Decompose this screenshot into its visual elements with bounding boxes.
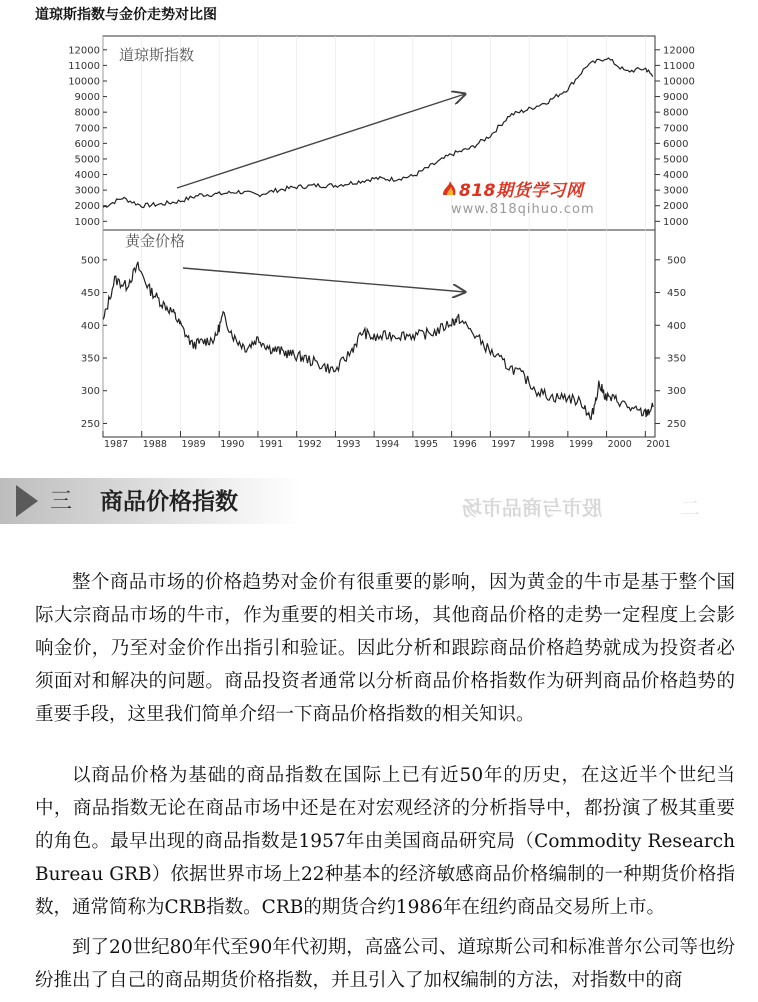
flame-logo-icon xyxy=(441,179,459,197)
watermark-url: www.818qihuo.com xyxy=(451,202,595,217)
comparison-chart xyxy=(68,30,695,450)
paragraph-3: 到了20世纪80年代至90年代初期，高盛公司、道琼斯公司和标准普尔公司等也纷纷推出了自己的商品期货价格指数，并且引入了加权编制的方法，对指数中的商 xyxy=(35,937,735,991)
x-tick-label: 1989 xyxy=(181,439,206,450)
x-tick-label: 1999 xyxy=(568,439,594,450)
x-tick-label: 1987 xyxy=(104,439,129,450)
x-tick-label: 1988 xyxy=(142,439,167,450)
dow-tick-label-left: 5000 xyxy=(74,154,100,166)
dow-tick-label-right: 8000 xyxy=(663,107,689,119)
section-triangle-icon xyxy=(16,485,38,517)
dow-tick-label-right: 3000 xyxy=(663,185,689,197)
gold-tick-label-left: 400 xyxy=(80,320,100,332)
dow-tick-label-left: 12000 xyxy=(68,45,100,57)
x-tick-label: 1993 xyxy=(336,439,361,450)
dow-tick-label-right: 10000 xyxy=(663,76,695,88)
gold-tick-label-right: 250 xyxy=(667,418,687,430)
dow-tick-label-left: 2000 xyxy=(74,201,100,213)
gold-tick-label-right: 400 xyxy=(667,320,687,332)
section-heading xyxy=(0,474,758,534)
bleed-through-number: 二 xyxy=(680,496,700,520)
dow-tick-label-right: 9000 xyxy=(663,92,689,104)
x-tick-label: 1998 xyxy=(530,439,555,450)
dow-tick-label-left: 3000 xyxy=(74,185,100,197)
dow-tick-label-right: 6000 xyxy=(663,138,689,150)
dow-tick-label-right: 5000 xyxy=(663,154,689,166)
dow-tick-label-left: 10000 xyxy=(68,76,100,88)
gold-tick-label-left: 500 xyxy=(80,255,100,267)
gold-tick-label-right: 350 xyxy=(667,353,687,365)
dow-tick-label-left: 11000 xyxy=(68,60,100,72)
gold-tick-label-right: 500 xyxy=(667,255,687,267)
x-tick-label: 1991 xyxy=(258,439,284,450)
dow-tick-label-right: 4000 xyxy=(663,170,689,182)
dow-tick-label-left: 7000 xyxy=(74,123,100,135)
paragraph-1: 整个商品市场的价格趋势对金价有很重要的影响，因为黄金的牛市是基于整个国际大宗商品市场的牛市，作为重要的相关市场，其他商品价格的走势一定程度上会影响金价，乃至对金价作出指引和验证。因此分析和跟踪商品价格趋势就成为投资者必须面对和解决的问题。商品投资者通常以分析商品价格指数作为研判商品价格趋势的重要手段，这里我们简单介绍一下商品价格指数的相关知识。 xyxy=(35,572,735,725)
dow-panel-label: 道琼斯指数 xyxy=(119,46,195,64)
chart-svg xyxy=(68,30,695,450)
dow-tick-label-left: 1000 xyxy=(74,216,100,228)
x-tick-label: 1994 xyxy=(375,439,400,450)
dow-tick-label-left: 8000 xyxy=(74,107,100,119)
x-tick-label: 1990 xyxy=(220,439,245,450)
watermark-logo: 818期货学习网 xyxy=(459,181,584,201)
dow-tick-label-right: 12000 xyxy=(663,45,695,57)
x-tick-label: 1997 xyxy=(491,439,516,450)
x-tick-label: 1996 xyxy=(452,439,477,450)
dow-tick-label-right: 1000 xyxy=(663,216,689,228)
gold-tick-label-right: 450 xyxy=(667,288,687,300)
dow-tick-label-right: 2000 xyxy=(663,201,689,213)
section-number: 三 xyxy=(50,489,73,514)
gold-tick-label-right: 300 xyxy=(667,386,687,398)
paragraph-2: 以商品价格为基础的商品指数在国际上已有近50年的历史，在这近半个世纪当中，商品指数无论在商品市场中还是在对宏观经济的分析指导中，都扮演了极其重要的角色。最早出现的商品指数是1957年由美国商品研究局（Commodity Research Bureau GRB）依据世界市场上22种基本的经济敏感商品价格编制的一种期货价格指数，通常简称为CRB指数。CRB的期货合约1986年在纽约商品交易所上市。 xyxy=(35,765,735,918)
x-tick-label: 1992 xyxy=(297,439,322,450)
gold-tick-label-left: 250 xyxy=(80,418,100,430)
dow-tick-label-right: 7000 xyxy=(663,123,689,135)
watermark xyxy=(445,176,635,224)
dow-tick-label-left: 9000 xyxy=(74,92,100,104)
dow-tick-label-left: 4000 xyxy=(74,170,100,182)
section-title: 商品价格指数 xyxy=(100,489,238,515)
x-tick-label: 1995 xyxy=(413,439,439,450)
gold-panel-frame xyxy=(103,230,655,437)
figure-title: 道琼斯指数与金价走势对比图 xyxy=(35,7,217,23)
dow-tick-label-left: 6000 xyxy=(74,138,100,150)
dow-tick-label-right: 11000 xyxy=(663,60,695,72)
gold-panel-label: 黄金价格 xyxy=(125,232,186,250)
bleed-through-text: 股市与商品市场 xyxy=(462,496,602,520)
gold-tick-label-left: 300 xyxy=(80,386,100,398)
gold-tick-label-left: 450 xyxy=(80,288,100,300)
x-tick-label: 2001 xyxy=(646,439,671,450)
x-tick-label: 2000 xyxy=(607,439,632,450)
gold-tick-label-left: 350 xyxy=(80,353,100,365)
